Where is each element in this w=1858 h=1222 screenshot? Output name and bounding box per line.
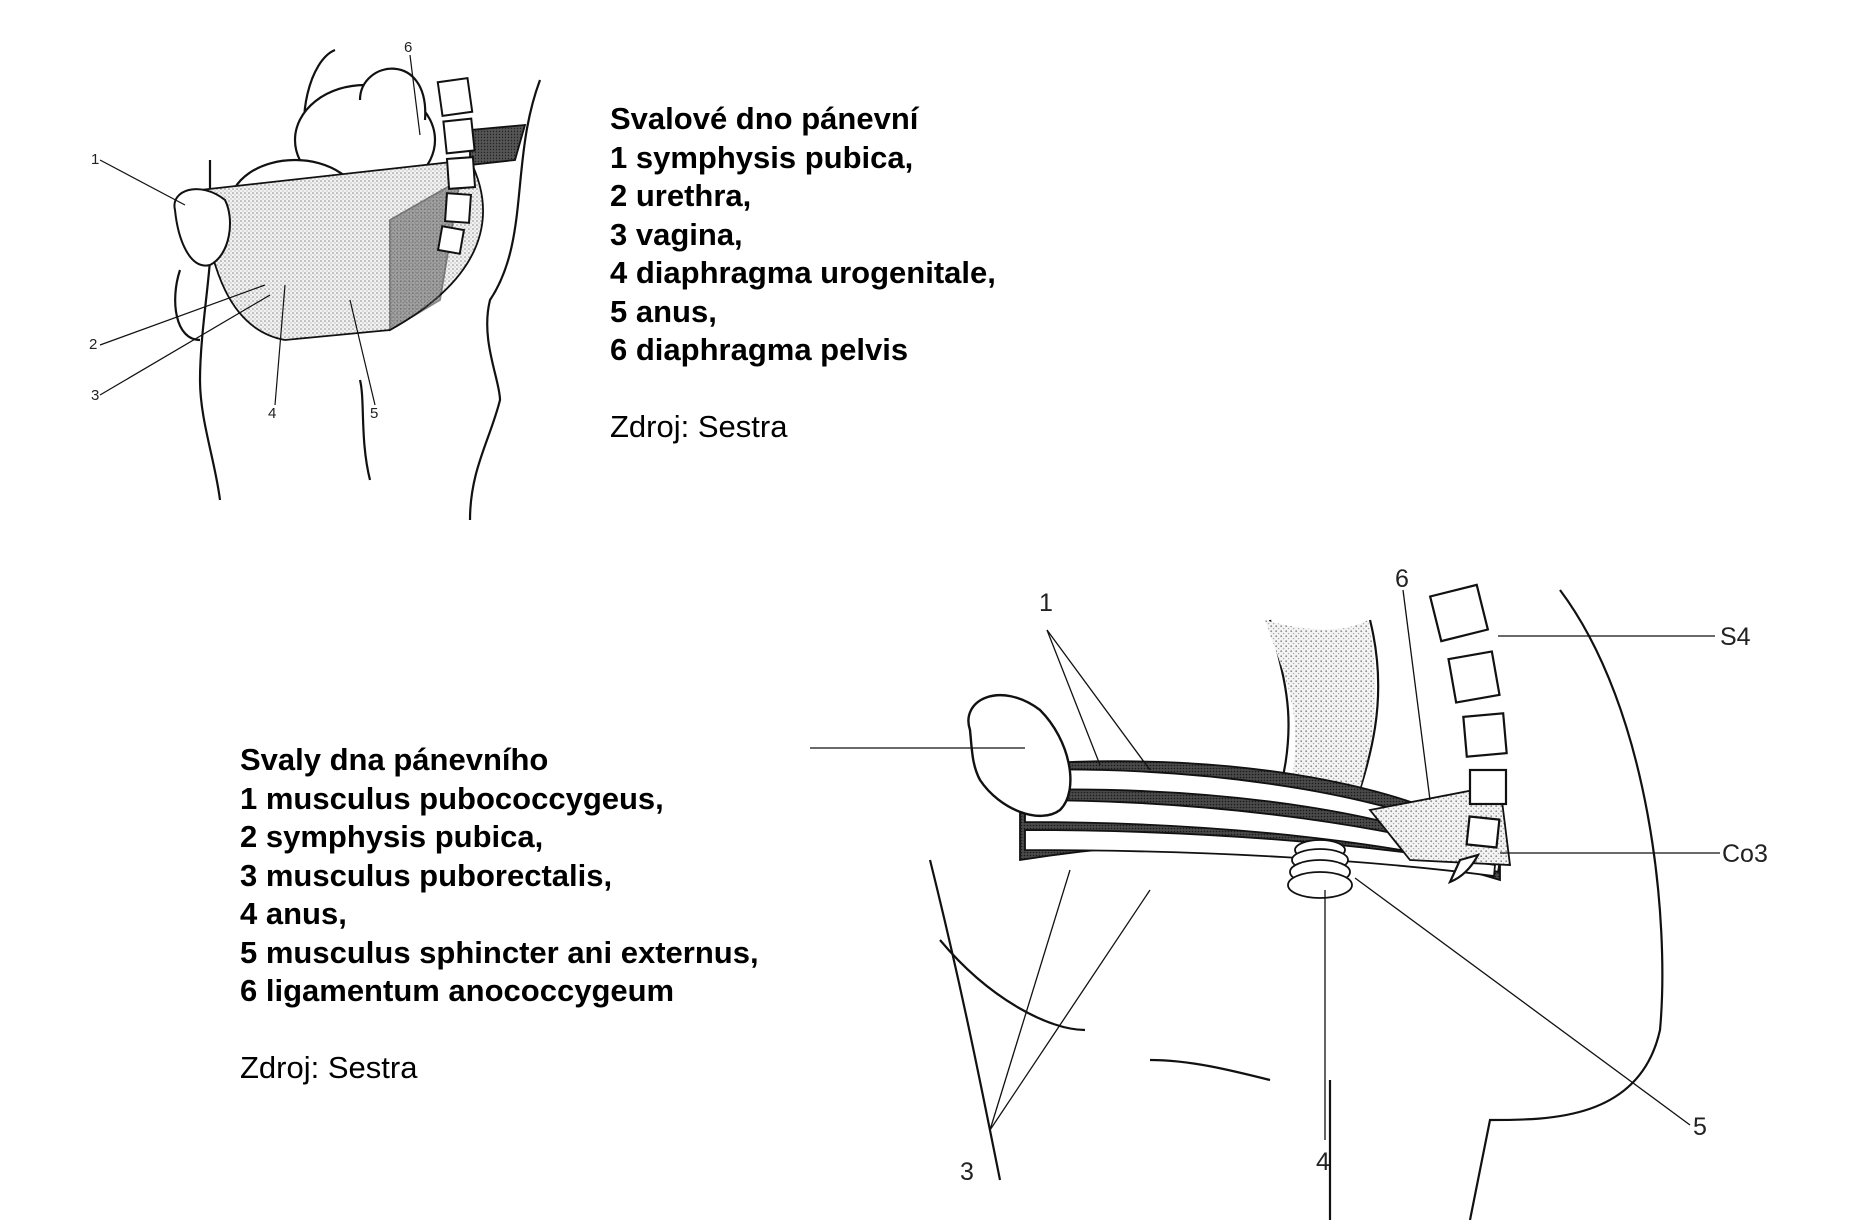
label-1: 1 xyxy=(91,151,100,168)
leader-lines xyxy=(810,590,1720,1140)
label-4: 4 xyxy=(268,405,277,422)
label-2: 2 xyxy=(89,336,98,353)
figure2-item: 1 musculus pubococcygeus, xyxy=(240,780,664,816)
label-s4: S4 xyxy=(1720,623,1751,651)
figure1-item: 6 diaphragma pelvis xyxy=(610,332,909,367)
figure2-item: 6 ligamentum anococcygeum xyxy=(240,973,675,1008)
figure2-item: 5 musculus sphincter ani externus, xyxy=(240,934,759,970)
label-co3: Co3 xyxy=(1722,840,1768,868)
symphysis-pubica-shape xyxy=(174,189,230,265)
label-4: 4 xyxy=(1316,1148,1330,1176)
symphysis-pubica-shape xyxy=(968,695,1070,816)
label-3: 3 xyxy=(960,1158,974,1186)
label-5: 5 xyxy=(1693,1113,1707,1141)
figure1-item: 1 symphysis pubica, xyxy=(610,139,914,175)
label-6: 6 xyxy=(404,40,413,56)
figure2-title: Svaly dna pánevního xyxy=(240,742,549,777)
figure1-item: 2 urethra, xyxy=(610,178,752,213)
muscle-bands xyxy=(1020,761,1510,880)
figure1-source: Zdroj: Sestra xyxy=(610,408,788,444)
figure1-item: 4 diaphragma urogenitale, xyxy=(610,255,996,290)
figure1-item: 5 anus, xyxy=(610,293,717,329)
anus-sphincter xyxy=(1288,840,1352,898)
figure2-item: 4 anus, xyxy=(240,896,347,931)
label-1: 1 xyxy=(1039,589,1053,617)
figure2-caption xyxy=(240,741,759,1087)
figure1-title: Svalové dno pánevní xyxy=(610,101,919,136)
figure1-item: 3 vagina, xyxy=(610,216,743,252)
label-6: 6 xyxy=(1395,565,1409,593)
pelvic-floor-diagram xyxy=(60,40,600,520)
figure2-item: 2 symphysis pubica, xyxy=(240,819,544,854)
label-5: 5 xyxy=(370,405,379,422)
label-3: 3 xyxy=(91,387,100,404)
figure1-caption xyxy=(610,100,996,446)
figure2-item: 3 musculus puborectalis, xyxy=(240,857,613,893)
pelvic-floor-muscles-diagram xyxy=(810,560,1858,1220)
figure2-source: Zdroj: Sestra xyxy=(240,1049,418,1085)
